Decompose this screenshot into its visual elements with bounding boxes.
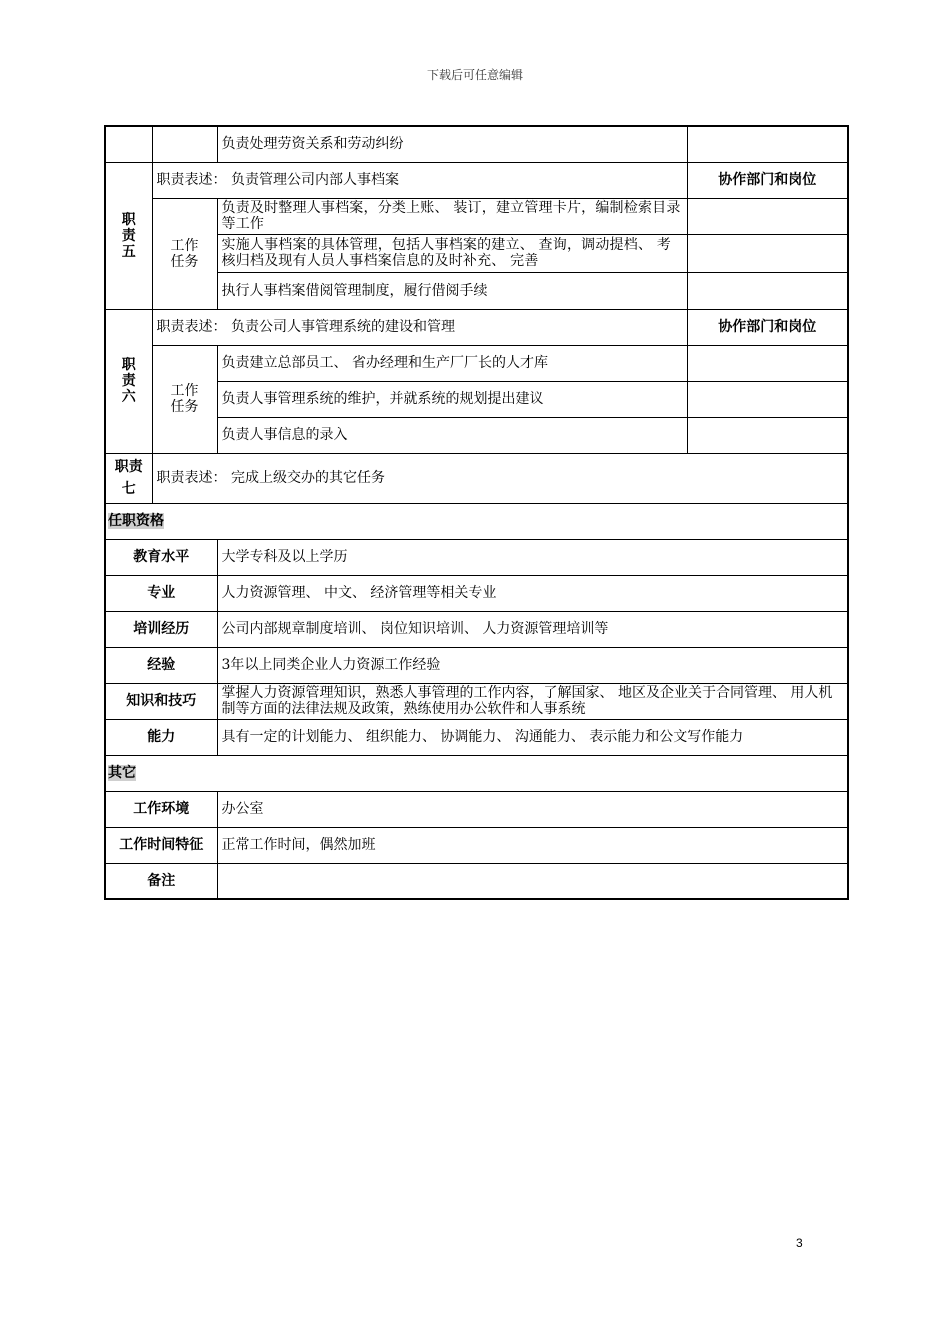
other-label: 工作环境 [105,791,217,827]
qual-row-ability [105,719,848,755]
duty5-task-3: 执行人事档案借阅管理制度，履行借阅手续 [217,272,687,309]
qual-row-major [105,575,848,611]
qual-row-education [105,539,848,575]
page-header: 下载后可任意编辑 [426,68,523,82]
job-description-table [104,125,849,900]
qualifications-section-row [105,503,848,539]
duty5-task-1: 负责及时整理人事档案，分类上账、 装订，建立管理卡片，编制检索目录等工作 [217,198,687,234]
duty5-task-label: 工作任务 [152,198,217,309]
qual-row-experience [105,647,848,683]
duty5-collab-label: 协作部门和岗位 [687,162,848,198]
duty7-row [105,453,848,503]
qual-value: 3年以上同类企业人力资源工作经验 [217,647,848,683]
page-number: 3 [796,1236,803,1250]
qual-row-training [105,611,848,647]
qual-value: 人力资源管理、 中文、 经济管理等相关专业 [217,575,848,611]
duty5-statement-row [105,162,848,198]
duty5-statement: 职责表述： 负责管理公司内部人事档案 [152,162,687,198]
qual-value: 掌握人力资源管理知识，熟悉人事管理的工作内容，了解国家、 地区及企业关于合同管理、 用人机制等方面的法律法规及政策，熟练使用办公软件和人事系统 [217,683,848,719]
duty6-task-3: 负责人事信息的录入 [217,417,687,453]
collab-cell [687,345,848,381]
duty6-task-1: 负责建立总部员工、 省办经理和生产厂厂长的人才库 [217,345,687,381]
qual-label: 教育水平 [105,539,217,575]
other-row-remarks [105,863,848,899]
qual-label: 培训经历 [105,611,217,647]
other-value [217,863,848,899]
other-label: 备注 [105,863,217,899]
table-row [105,272,848,309]
table-row [105,234,848,272]
duty5-task-2: 实施人事档案的具体管理，包括人事档案的建立、 查询，调动提档、 考核归档及现有人员人事档案信息的及时补充、 完善 [217,234,687,272]
other-label: 工作时间特征 [105,827,217,863]
other-section-row [105,755,848,791]
duty7-heading: 职责七 [105,453,152,503]
collab-cell [687,198,848,234]
duty7-statement: 职责表述： 完成上级交办的其它任务 [152,453,848,503]
other-row-worktime [105,827,848,863]
qual-row-knowledge [105,683,848,719]
collab-cell [687,234,848,272]
table-row [105,345,848,381]
qual-label: 知识和技巧 [105,683,217,719]
duty6-heading: 职责六 [105,309,152,453]
table-row [105,417,848,453]
duty6-task-label: 工作任务 [152,345,217,453]
collab-cell [687,381,848,417]
duty5-heading: 职责五 [105,162,152,309]
qual-label: 能力 [105,719,217,755]
duty6-statement: 职责表述： 负责公司人事管理系统的建设和管理 [152,309,687,345]
duty6-collab-label: 协作部门和岗位 [687,309,848,345]
qualifications-title: 任职资格 [105,503,848,539]
table-row [105,126,848,162]
qual-value: 大学专科及以上学历 [217,539,848,575]
other-title: 其它 [105,755,848,791]
duty6-task-2: 负责人事管理系统的维护，并就系统的规划提出建议 [217,381,687,417]
task-text: 负责处理劳资关系和劳动纠纷 [217,126,687,162]
other-value: 正常工作时间，偶然加班 [217,827,848,863]
collab-cell [687,272,848,309]
collab-cell [687,417,848,453]
qual-value: 具有一定的计划能力、 组织能力、 协调能力、 沟通能力、 表示能力和公文写作能力 [217,719,848,755]
other-row-environment [105,791,848,827]
table-row [105,381,848,417]
duty6-statement-row [105,309,848,345]
qual-label: 经验 [105,647,217,683]
qual-label: 专业 [105,575,217,611]
table-row [105,198,848,234]
other-value: 办公室 [217,791,848,827]
qual-value: 公司内部规章制度培训、 岗位知识培训、 人力资源管理培训等 [217,611,848,647]
collab-cell [687,126,848,162]
